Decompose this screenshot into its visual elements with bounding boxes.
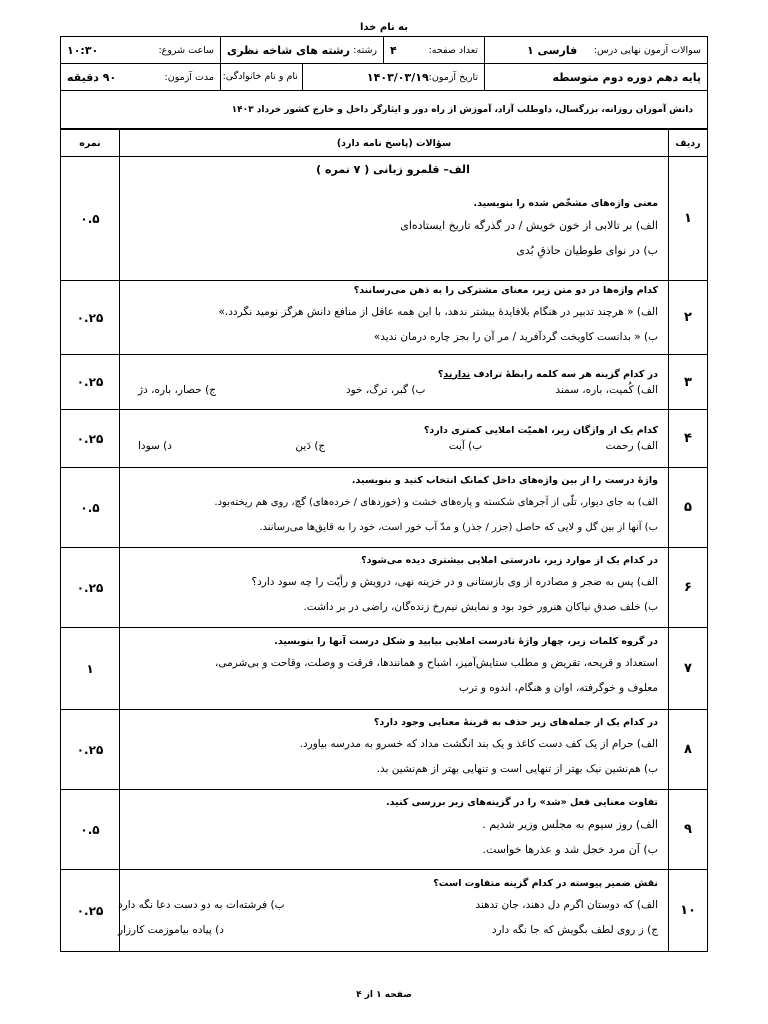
question-line: ب) خلف صدق نیاکان هنرور خود بود و نمایش نیم‌رخ زنده‌گان، راضی در بر داشت. xyxy=(303,601,658,613)
question-row xyxy=(61,355,708,410)
question-row xyxy=(61,710,708,790)
question-number: ۱۰ xyxy=(669,870,708,952)
question-line: الف) « هرچند تدبیر در هنگام بلافایدهٔ بیشتر ندهد، با این همه عاقل از منافع دانش هرگز نومید نگردد.» xyxy=(218,306,658,318)
question-row xyxy=(61,157,708,281)
field-label: رشته: xyxy=(353,44,377,56)
question-line: ب) « بدانست کاویخت گردآفرید / مر آن را بجز چاره درمان ندید» xyxy=(373,331,658,343)
option: ج) ز روی لطف بگویش که جا نگه دارد xyxy=(491,924,658,936)
question-row xyxy=(61,790,708,870)
question-score: ۰.۵ xyxy=(61,468,120,548)
pages-value: ۴ xyxy=(390,43,397,57)
question-row xyxy=(61,281,708,355)
question-line: معلوف و خوگرفته، اوان و هنگام، اندوه و ترب xyxy=(458,682,658,694)
question-number: ۶ xyxy=(669,548,708,628)
header-table xyxy=(60,36,708,91)
doc-title: به نام خدا xyxy=(359,22,409,33)
question-title xyxy=(128,369,658,380)
question-number: ۱ xyxy=(669,157,708,281)
header-subject-cell xyxy=(485,37,708,64)
col-questions: سؤالات (پاسخ نامه دارد) xyxy=(120,130,669,157)
questions-table xyxy=(60,129,708,952)
question-line: ب) در نوای طوطیان حاذقِ بُدی xyxy=(516,244,658,257)
exam-label: سوالات آزمون نهایی درس: xyxy=(593,44,701,56)
question-score: ۰.۲۵ xyxy=(61,410,120,468)
start-label: ساعت شروع: xyxy=(158,44,214,56)
question-line: ب) هم‌نشین نیک بهتر از تنهایی است و تنهایی بهتر از هم‌نشین بد. xyxy=(376,763,658,775)
question-row xyxy=(61,548,708,628)
question-number: ۲ xyxy=(669,281,708,355)
date-value: ۱۴۰۳/۰۳/۱۹ xyxy=(366,70,429,84)
question-score: ۱ xyxy=(61,628,120,710)
header-field-cell xyxy=(221,37,384,64)
question-row xyxy=(61,468,708,548)
option: الف) که دوستان اگرم دل دهند، جان تدهند xyxy=(475,899,658,911)
question-line: الف) حرام از یک کف دست کاغذ و یک بند انگشت مداد که خسرو به مدرسه بیاورد. xyxy=(299,738,658,750)
audience-text: دانش آموزان روزانه، بزرگسال، داوطلب آزاد، آموزش از راه دور و ایثارگر داخل و خارج کشور خرداد ۱۴۰۳ xyxy=(60,91,708,129)
question-line: الف) بر تالابی از خون خویش / در گذرگه تاریخ ایستاده‌ای xyxy=(400,219,658,232)
question-number: ۴ xyxy=(669,410,708,468)
question-title: واژهٔ درست را از بین واژه‌های داخل کمانک انتخاب کنید و بنویسید. xyxy=(351,475,658,486)
header-date-cell xyxy=(221,64,485,91)
question-number: ۹ xyxy=(669,790,708,870)
option: ب) آیت xyxy=(448,440,483,452)
question-line: ب) آن مرد خجل شد و عذرها خواست. xyxy=(482,843,658,856)
name-label: نام و نام خانوادگی: xyxy=(221,64,303,90)
option: الف) کُمیت، باره، سمند xyxy=(555,383,658,396)
duration-value: ۹۰ دقیقه xyxy=(67,70,117,84)
option: د) پیاده بیاموزمت کارزار xyxy=(118,924,224,936)
option: الف) رحمت xyxy=(605,440,658,452)
question-title: تفاوت معنایی فعل «شد» را در گزینه‌های زیر بررسی کنید. xyxy=(385,797,658,808)
pages-label: تعداد صفحه: xyxy=(428,44,478,56)
question-title: نقش ضمیر پیوسته در کدام گزینه متفاوت است؟ xyxy=(433,878,658,889)
question-score: ۰.۵ xyxy=(61,790,120,870)
option: ب) گبر، ترگ، خود xyxy=(345,383,426,396)
section-title: الف– قلمرو زبانی ( ۷ نمره ) xyxy=(316,163,470,176)
question-line: استعداد و قریحه، تقریض و مطلب ستایش‌آمیز، اشباح و همانندها، فرقت و وصلت، وقاحت و بی‌شرمی، xyxy=(214,657,658,669)
question-row xyxy=(61,410,708,468)
question-title: در کدام یک از موارد زیر، نادرستی املایی بیشتری دیده می‌شود؟ xyxy=(361,555,658,566)
question-title: کدام یک از واژگان زیر، اهمیّت املایی کمتری دارد؟ xyxy=(423,425,658,436)
start-value: ۱۰:۳۰ xyxy=(67,43,99,57)
question-line: ب) آنها از بین گل و لایی که حاصل (جزر / جذر) و مدّ آب خور است، خود را به قایق‌ها می‌رسانند. xyxy=(259,522,658,533)
question-line: الف) پس به ضجر و مصادره از وی بازستانی و در خزینه نهی، درویش و رأیّت را چه سود دارد؟ xyxy=(251,576,658,588)
question-score: ۰.۲۵ xyxy=(61,548,120,628)
question-title: در گروه کلمات زیر، چهار واژهٔ نادرست املایی بیابید و شکل درست آنها را بنویسید. xyxy=(274,636,658,647)
option: د) سودا xyxy=(138,440,172,452)
question-title-text: در کدام گزینه هر سه کلمه رابطهٔ ترادف ندارند؟ xyxy=(437,368,658,380)
header-start-cell xyxy=(61,37,221,64)
question-score: ۰.۲۵ xyxy=(61,281,120,355)
date-label: تاریخ آزمون: xyxy=(428,71,478,83)
option: ج) دَین xyxy=(295,440,326,452)
question-score: ۰.۵ xyxy=(61,157,120,281)
exam-sheet xyxy=(60,36,708,952)
question-row xyxy=(61,628,708,710)
question-number: ۵ xyxy=(669,468,708,548)
option: ج) حصار، باره، دژ xyxy=(138,383,216,396)
question-row xyxy=(61,870,708,952)
field-value: رشته های شاخه نظری xyxy=(227,43,350,57)
column-header-row xyxy=(61,130,708,157)
header-duration-cell xyxy=(61,64,221,91)
question-title: کدام واژه‌ها در دو متن زیر، معنای مشترکی را به ذهن می‌رسانند؟ xyxy=(353,285,658,296)
col-score: نمره xyxy=(61,130,120,157)
question-number: ۳ xyxy=(669,355,708,410)
question-line: الف) به جای دیوار، تلّی از آجرهای شکسته و پاره‌های خشت و (خوردهای / خرده‌های) گچ، روی هم ریخته‌بود. xyxy=(214,497,658,508)
duration-label: مدت آزمون: xyxy=(164,71,214,83)
underlined-word: ندارند xyxy=(443,368,471,380)
grade: پایه دهم دوره دوم متوسطه xyxy=(552,70,701,84)
header-grade-cell xyxy=(485,64,708,91)
question-score: ۰.۲۵ xyxy=(61,870,120,952)
question-score: ۰.۲۵ xyxy=(61,710,120,790)
question-title: معنی واژه‌های مشخّص شده را بنویسید. xyxy=(473,198,658,209)
question-line: الف) روز سیوم به مجلس وزیر شدیم . xyxy=(482,818,658,831)
question-number: ۷ xyxy=(669,628,708,710)
col-row: ردیف xyxy=(669,130,708,157)
header-pages-cell xyxy=(384,37,485,64)
question-score: ۰.۲۵ xyxy=(61,355,120,410)
question-title: در کدام یک از جمله‌های زیر حذف به قرینهٔ معنایی وجود دارد؟ xyxy=(373,717,658,728)
question-number: ۸ xyxy=(669,710,708,790)
page-footer: صفحه ۱ از ۴ xyxy=(356,990,412,1000)
subject: فارسی ۱ xyxy=(527,43,578,57)
option: ب) فرشته‌ات به دو دست دعا نگه دارد xyxy=(118,899,285,911)
